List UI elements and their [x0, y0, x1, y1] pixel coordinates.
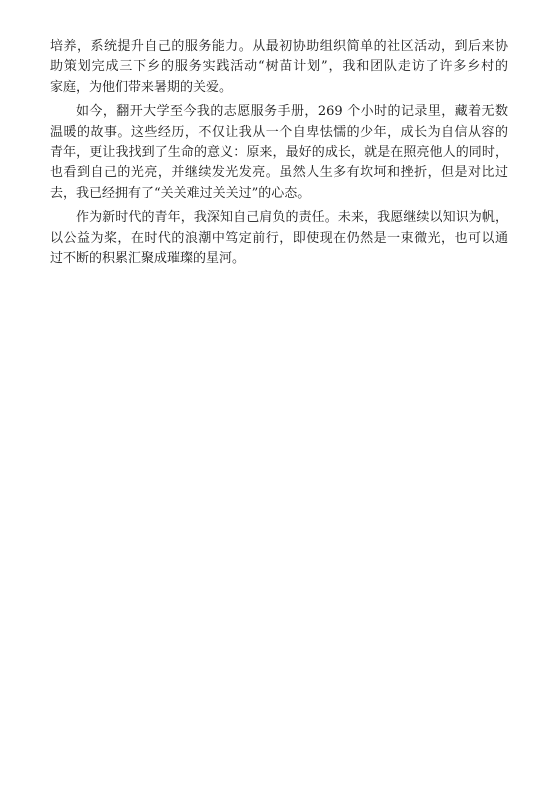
paragraph-line: 过不断的积累汇聚成璀璨的星河。 [50, 250, 246, 266]
paragraph-line: 家庭，为他们带来暑期的关爱。 [50, 79, 233, 95]
body-text [50, 37, 508, 269]
paragraph-line: 如今，翻开大学至今我的志愿服务手册，269 个小时的记录里，藏着无数 [76, 104, 508, 120]
paragraph-line: 作为新时代的青年，我深知自己肩负的责任。未来，我愿继续以知识为帆， [76, 210, 508, 226]
paragraph-1 [50, 37, 508, 98]
paragraph-line: 也看到自己的光亮，并继续发光发亮。虽然人生多有坎坷和挫折，但是对比过 [50, 165, 508, 181]
paragraph-line: 青年，更让我找到了生命的意义：原来，最好的成长，就是在照亮他人的同时， [50, 144, 508, 160]
paragraph-line: 培养，系统提升自己的服务能力。从最初协助组织简单的社区活动，到后来协 [50, 39, 508, 54]
paragraph-2 [50, 102, 508, 204]
paragraph-3 [50, 208, 508, 269]
paragraph-line: 去，我已经拥有了“关关难过关关过”的心态。 [50, 185, 311, 201]
paragraph-line: 以公益为桨，在时代的浪潮中笃定前行，即使现在仍然是一束微光，也可以通 [50, 230, 508, 246]
paragraph-line: 温暖的故事。这些经历，不仅让我从一个自卑怯懦的少年，成长为自信从容的 [50, 124, 508, 140]
paragraph-line: 助策划完成三下乡的服务实践活动“树苗计划”，我和团队走访了许多乡村的 [50, 59, 508, 75]
